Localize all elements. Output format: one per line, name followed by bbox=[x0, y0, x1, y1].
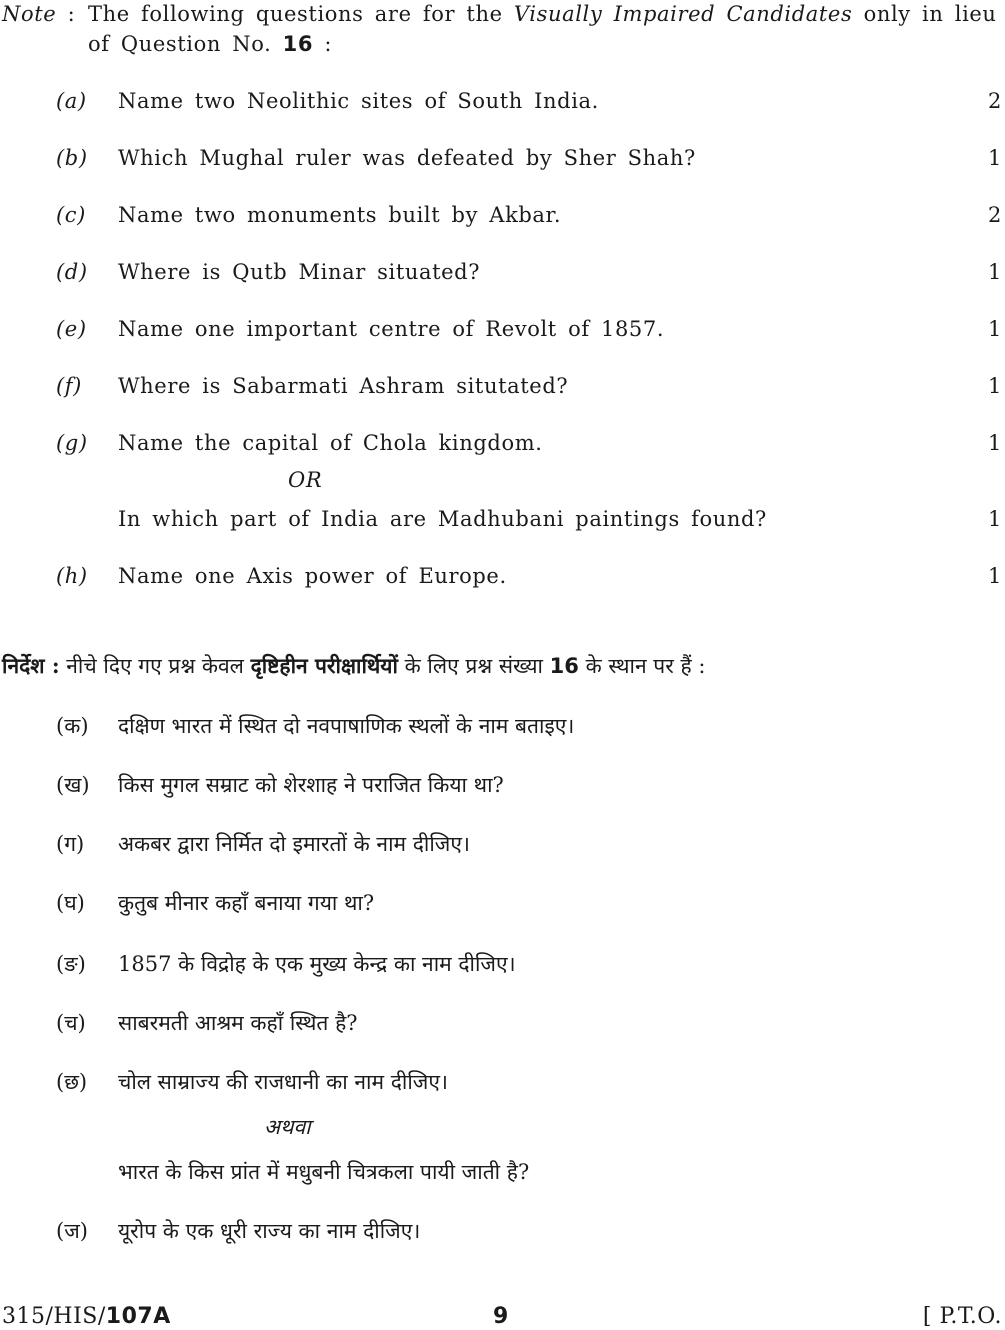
question-text-h: Name one Axis power of Europe. bbox=[118, 564, 507, 588]
hindi-note: निर्देश : नीचे दिए गए प्रश्न केवल दृष्टिहीन परीक्षार्थियों के लिए प्रश्न संख्या 16 के स्थान पर हैं : bbox=[2, 653, 706, 678]
hindi-question-text-kha: किस मुगल सम्राट को शेरशाह ने पराजित किया था? bbox=[118, 773, 504, 797]
hindi-question-text-ga: अकबर द्वारा निर्मित दो इमारतों के नाम दीजिए। bbox=[118, 832, 470, 856]
note-label: Note bbox=[2, 2, 57, 26]
footer-paper-code: 315/HIS/107A bbox=[2, 1304, 171, 1329]
question-label-b: (b) bbox=[56, 146, 88, 170]
question-label-h: (h) bbox=[56, 564, 88, 588]
question-label-a: (a) bbox=[56, 89, 87, 113]
question-marks-e: 1 bbox=[988, 317, 1002, 341]
hindi-question-label-ja: (ज) bbox=[56, 1219, 88, 1243]
hindi-question-label-ka: (क) bbox=[56, 714, 89, 738]
question-label-c: (c) bbox=[56, 203, 86, 227]
hindi-question-label-ga: (ग) bbox=[56, 832, 85, 856]
question-marks-a: 2 bbox=[988, 89, 1002, 113]
hindi-question-text-gha: कुतुब मीनार कहाँ बनाया गया था? bbox=[118, 891, 375, 915]
hindi-question-text-nga: 1857 के विद्रोह के एक मुख्य केन्द्र का नाम दीजिए। bbox=[118, 952, 516, 976]
pto-label: [ P.T.O. bbox=[922, 1304, 1002, 1329]
question-marks-b: 1 bbox=[988, 146, 1002, 170]
question-marks-c: 2 bbox=[988, 203, 1002, 227]
question-label-f: (f) bbox=[56, 374, 82, 398]
question-marks-f: 1 bbox=[988, 374, 1002, 398]
question-marks-g: 1 bbox=[988, 431, 1002, 455]
question-alt-marks-g: 1 bbox=[988, 507, 1002, 531]
question-label-e: (e) bbox=[56, 317, 87, 341]
hindi-question-text-chha: चोल साम्राज्य की राजधानी का नाम दीजिए। bbox=[118, 1070, 448, 1094]
english-note-line-1 bbox=[2, 2, 75, 26]
question-text-d: Where is Qutb Minar situated? bbox=[118, 260, 481, 284]
question-label-g: (g) bbox=[56, 431, 88, 455]
hindi-question-label-chha: (छ) bbox=[56, 1070, 88, 1094]
or-separator: OR bbox=[288, 468, 323, 492]
hindi-question-text-ja: यूरोप के एक धूरी राज्य का नाम दीजिए। bbox=[118, 1219, 421, 1243]
question-text-a: Name two Neolithic sites of South India. bbox=[118, 89, 599, 113]
note-question-number: 16 bbox=[282, 32, 314, 56]
question-text-g: Name the capital of Chola kingdom. bbox=[118, 431, 543, 455]
hindi-note-emphasis: दृष्टिहीन परीक्षार्थियों bbox=[250, 653, 398, 678]
english-note-text-1: The following questions are for the Visually Impaired Candidates only in lieu bbox=[88, 2, 997, 26]
hindi-question-label-gha: (घ) bbox=[56, 891, 85, 915]
note-colon: : bbox=[67, 2, 76, 26]
hindi-question-alt-text-chha: भारत के किस प्रांत में मधुबनी चित्रकला पायी जाती है? bbox=[118, 1160, 530, 1184]
question-alt-text-g: In which part of India are Madhubani paintings found? bbox=[118, 507, 767, 531]
question-marks-d: 1 bbox=[988, 260, 1002, 284]
hindi-note-question-number: 16 bbox=[549, 654, 579, 678]
hindi-question-label-kha: (ख) bbox=[56, 773, 90, 797]
english-note-text-2: of Question No. 16 : bbox=[88, 32, 333, 56]
question-text-b: Which Mughal ruler was defeated by Sher Shah? bbox=[118, 146, 696, 170]
hindi-question-text-cha: साबरमती आश्रम कहाँ स्थित है? bbox=[118, 1011, 358, 1035]
question-text-e: Name one important centre of Revolt of 1857. bbox=[118, 317, 665, 341]
question-text-c: Name two monuments built by Akbar. bbox=[118, 203, 562, 227]
question-text-f: Where is Sabarmati Ashram situtated? bbox=[118, 374, 569, 398]
page-number: 9 bbox=[493, 1304, 509, 1329]
question-label-d: (d) bbox=[56, 260, 88, 284]
hindi-or-separator: अथवा bbox=[264, 1115, 311, 1139]
hindi-question-label-nga: (ङ) bbox=[56, 952, 86, 976]
question-marks-h: 1 bbox=[988, 564, 1002, 588]
hindi-note-label: निर्देश : bbox=[2, 653, 60, 678]
note-emphasis: Visually Impaired Candidates bbox=[513, 2, 853, 26]
hindi-question-label-cha: (च) bbox=[56, 1011, 86, 1035]
hindi-question-text-ka: दक्षिण भारत में स्थित दो नवपाषाणिक स्थलों के नाम बताइए। bbox=[118, 714, 575, 738]
